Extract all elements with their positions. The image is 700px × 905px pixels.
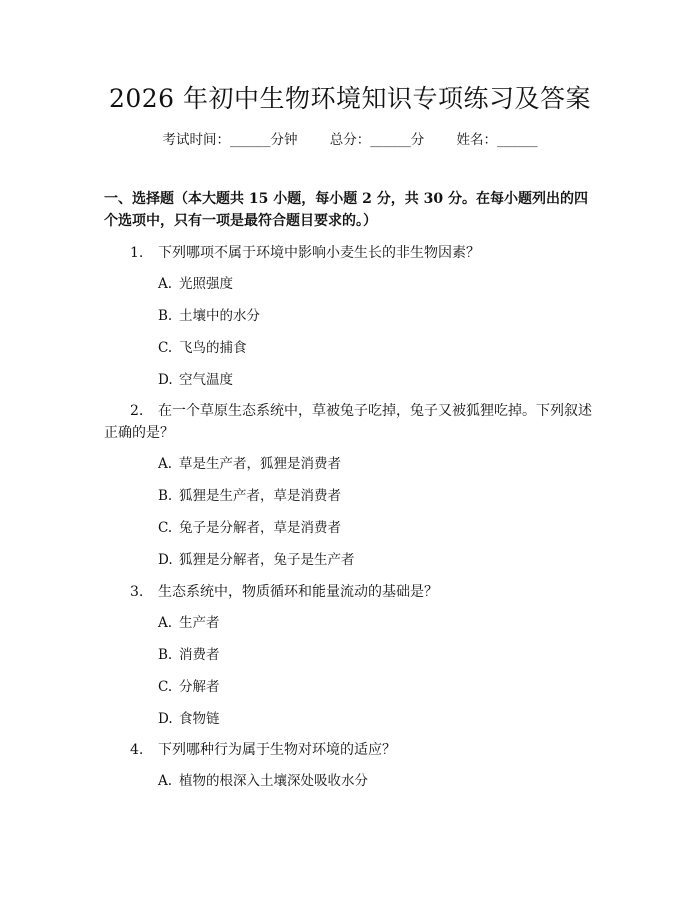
question-text: 下列哪项不属于环境中影响小麦生长的非生物因素？ bbox=[158, 245, 480, 261]
question-number: 1. bbox=[130, 245, 144, 261]
document-title: 2026 年初中生物环境知识专项练习及答案 bbox=[108, 84, 592, 113]
question-3-option-a bbox=[158, 613, 220, 633]
option-text: 草是生产者，狐狸是消费者 bbox=[179, 456, 341, 472]
option-letter: D. bbox=[158, 711, 173, 727]
question-3 bbox=[104, 581, 594, 603]
option-text: 分解者 bbox=[179, 679, 220, 695]
option-letter: C. bbox=[158, 520, 173, 536]
option-text: 空气温度 bbox=[179, 372, 233, 388]
question-3-option-d bbox=[158, 709, 220, 729]
section-heading: 一、选择题（本大题共 15 小题，每小题 2 分，共 30 分。在每小题列出的四个选项中，只有一项是最符合题目要求的。） bbox=[104, 191, 588, 229]
option-letter: C. bbox=[158, 679, 173, 695]
student-name-field: 姓名：______ bbox=[456, 132, 538, 148]
question-1-option-b bbox=[158, 306, 260, 326]
option-text: 狐狸是分解者，兔子是生产者 bbox=[179, 552, 355, 568]
option-text: 光照强度 bbox=[179, 276, 233, 292]
question-2-option-c bbox=[158, 518, 341, 538]
option-text: 飞鸟的捕食 bbox=[179, 340, 247, 356]
option-letter: B. bbox=[158, 308, 173, 324]
exam-info bbox=[0, 130, 700, 150]
question-4 bbox=[104, 739, 594, 761]
option-letter: D. bbox=[158, 552, 173, 568]
option-text: 兔子是分解者，草是消费者 bbox=[179, 520, 341, 536]
question-4-option-a bbox=[158, 771, 368, 791]
option-text: 狐狸是生产者，草是消费者 bbox=[179, 488, 341, 504]
option-text: 消费者 bbox=[179, 647, 220, 663]
option-text: 生产者 bbox=[179, 615, 220, 631]
question-text: 下列哪种行为属于生物对环境的适应？ bbox=[158, 742, 396, 758]
question-number: 3. bbox=[130, 584, 144, 600]
question-number: 2. bbox=[130, 403, 144, 419]
question-2-option-d bbox=[158, 550, 355, 570]
exam-time-field: 考试时间：______分钟 bbox=[162, 132, 298, 148]
option-text: 食物链 bbox=[179, 711, 220, 727]
option-letter: A. bbox=[158, 456, 173, 472]
option-letter: C. bbox=[158, 340, 173, 356]
question-1-option-d bbox=[158, 370, 233, 390]
option-letter: A. bbox=[158, 615, 173, 631]
question-1-option-a bbox=[158, 274, 233, 294]
question-number: 4. bbox=[130, 742, 144, 758]
option-letter: B. bbox=[158, 488, 173, 504]
question-1-option-c bbox=[158, 338, 247, 358]
question-text: 在一个草原生态系统中，草被兔子吃掉，兔子又被狐狸吃掉。下列叙述正确的是？ bbox=[104, 403, 592, 441]
question-1 bbox=[104, 242, 594, 264]
option-letter: B. bbox=[158, 647, 173, 663]
option-letter: D. bbox=[158, 372, 173, 388]
total-score-field: 总分：______分 bbox=[329, 132, 425, 148]
question-text: 生态系统中，物质循环和能量流动的基础是？ bbox=[158, 584, 438, 600]
question-2 bbox=[104, 400, 594, 444]
option-text: 土壤中的水分 bbox=[179, 308, 260, 324]
option-text: 植物的根深入土壤深处吸收水分 bbox=[179, 773, 368, 789]
question-2-option-b bbox=[158, 486, 341, 506]
option-letter: A. bbox=[158, 773, 173, 789]
question-3-option-b bbox=[158, 645, 220, 665]
question-2-option-a bbox=[158, 454, 341, 474]
option-letter: A. bbox=[158, 276, 173, 292]
question-3-option-c bbox=[158, 677, 220, 697]
